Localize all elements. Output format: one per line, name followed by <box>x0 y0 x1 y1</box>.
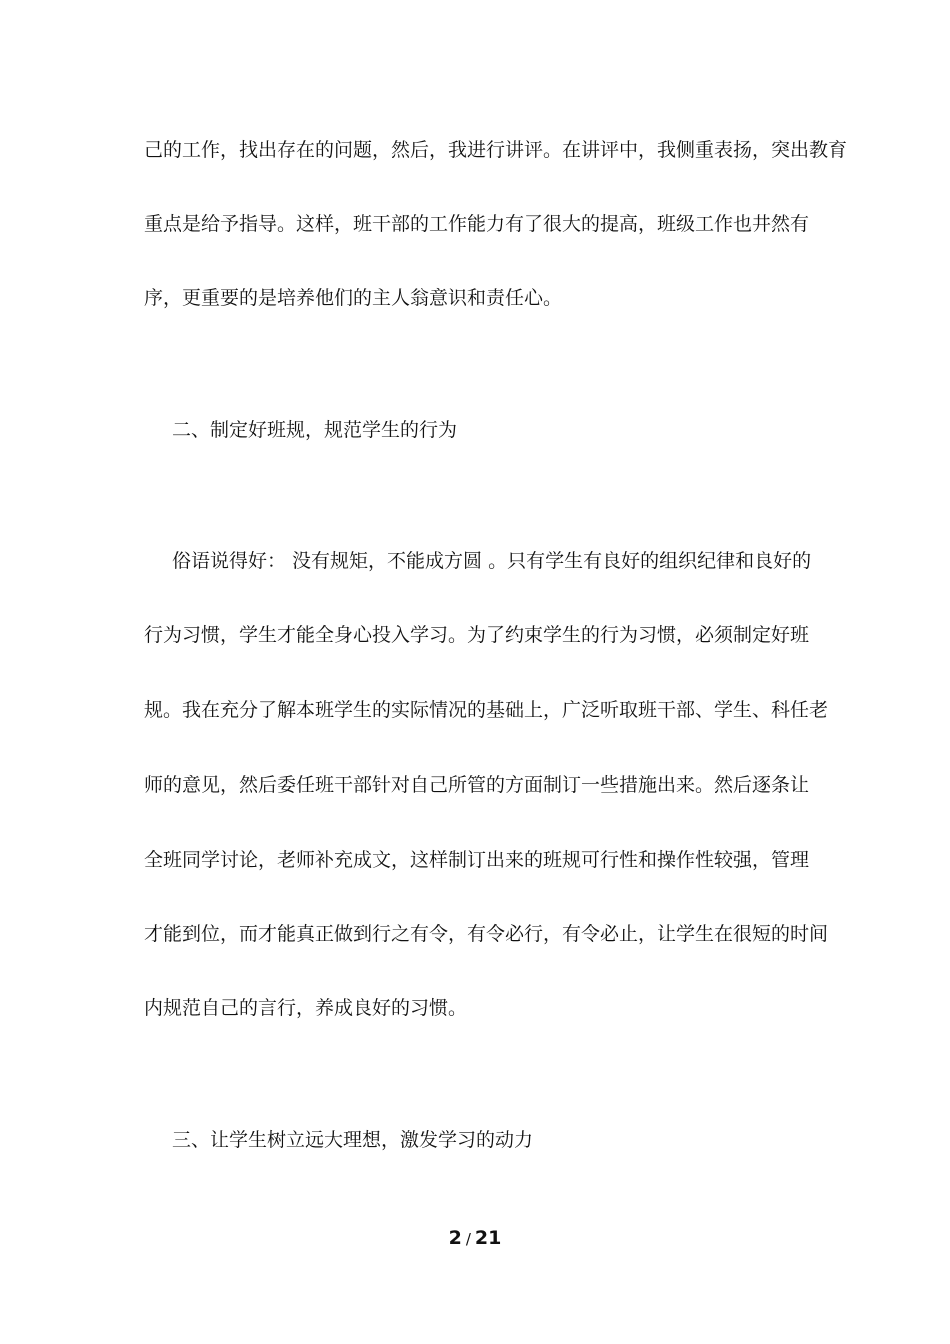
page-number <box>0 1225 950 1252</box>
paragraph2-line-7: 内规范自己的言行，养成良好的习惯。 <box>144 997 468 1019</box>
current-page: 2 <box>448 1227 462 1249</box>
page-separator: / <box>465 1230 471 1248</box>
section-heading-3: 三、让学生树立远大理想，激发学习的动力 <box>172 1129 534 1151</box>
section-heading-2: 二、制定好班规，规范学生的行为 <box>172 419 458 441</box>
paragraph2-line-6: 才能到位，而才能真正做到行之有令，有令必行，有令必止，让学生在很短的时间 <box>144 923 829 945</box>
paragraph2-line-2: 行为习惯，学生才能全身心投入学习。为了约束学生的行为习惯，必须制定好班 <box>144 624 810 646</box>
paragraph2-line-3: 规。我在充分了解本班学生的实际情况的基础上，广泛听取班干部、学生、科任老 <box>144 699 829 721</box>
paragraph1-line-3: 序，更重要的是培养他们的主人翁意识和责任心。 <box>144 287 563 309</box>
paragraph2-line-4: 师的意见，然后委任班干部针对自己所管的方面制订一些措施出来。然后逐条让 <box>144 774 810 796</box>
paragraph1-line-2: 重点是给予指导。这样，班干部的工作能力有了很大的提高，班级工作也井然有 <box>144 213 810 235</box>
paragraph1-line-1: 己的工作，找出存在的问题，然后，我进行讲评。在讲评中，我侧重表扬，突出教育 <box>144 139 848 161</box>
paragraph2-line-1: 俗语说得好： 没有规矩，不能成方圆 。只有学生有良好的组织纪律和良好的 <box>172 550 812 572</box>
paragraph2-line-5: 全班同学讨论，老师补充成文，这样制订出来的班规可行性和操作性较强，管理 <box>144 849 810 871</box>
total-pages: 21 <box>474 1227 502 1249</box>
